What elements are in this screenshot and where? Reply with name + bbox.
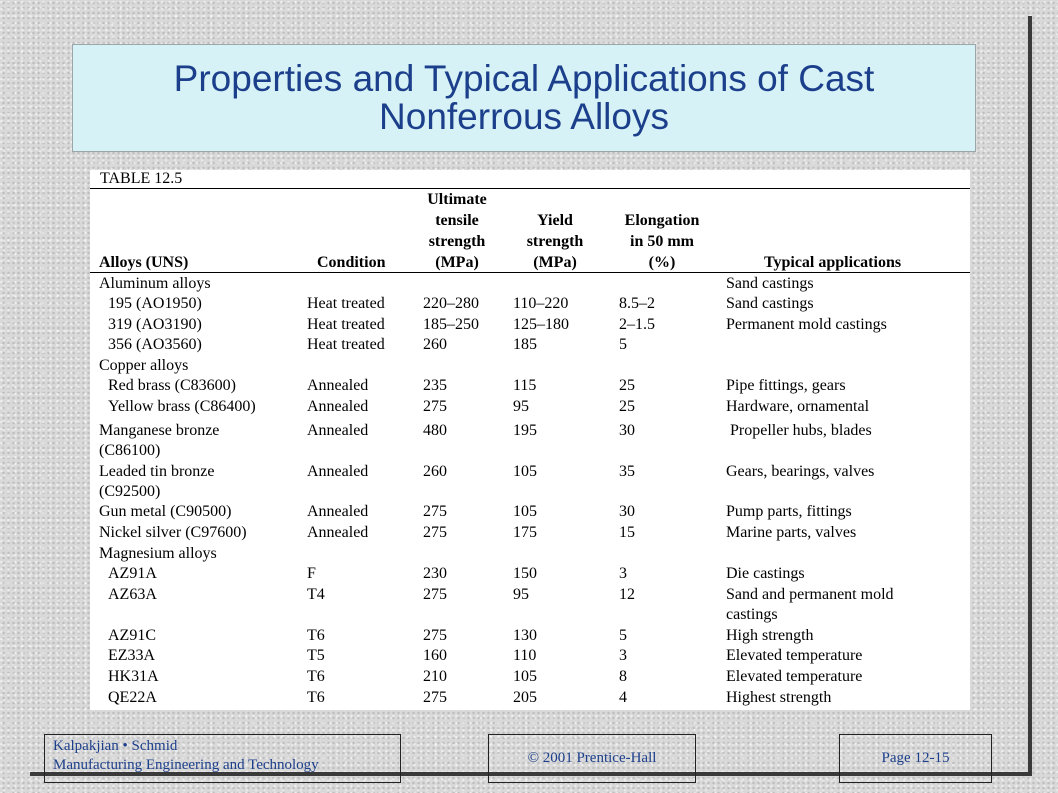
header-ys-line-2: strength — [526, 233, 584, 250]
cell-condition: T6 — [307, 689, 325, 706]
cell-application: High strength — [726, 627, 814, 644]
cell-ys: 105 — [513, 463, 537, 480]
cell-ys: 195 — [513, 422, 537, 439]
header-uts-line-2: tensile — [435, 212, 479, 229]
cell-elongation: 8 — [619, 668, 627, 685]
table-row — [90, 441, 970, 461]
cell-application: Elevated temperature — [726, 668, 863, 685]
cell-elongation: 12 — [619, 586, 635, 603]
slide-shadow-right — [1028, 16, 1032, 774]
cell-alloy: QE22A — [108, 689, 157, 706]
cell-condition: Heat treated — [307, 295, 385, 312]
table-row — [90, 523, 970, 543]
header-alloys: Alloys (UNS) — [99, 254, 189, 271]
footer-page-box — [839, 734, 992, 783]
cell-condition: Annealed — [307, 524, 369, 541]
cell-alloy: Yellow brass (C86400) — [108, 398, 256, 415]
table-row — [90, 397, 970, 417]
cell-condition: T5 — [307, 647, 325, 664]
cell-uts: 275 — [423, 689, 447, 706]
cell-uts: 160 — [423, 647, 447, 664]
cell-application: Marine parts, valves — [726, 524, 857, 541]
cell-uts: 275 — [423, 627, 447, 644]
cell-uts: 235 — [423, 377, 447, 394]
cell-ys: 105 — [513, 668, 537, 685]
cell-alloy: (C86100) — [99, 442, 161, 459]
footer-copyright-box — [488, 734, 696, 783]
cell-alloy: AZ91A — [108, 565, 157, 582]
cell-elongation: 5 — [619, 627, 627, 644]
table-row — [90, 294, 970, 314]
cell-condition: Annealed — [307, 377, 369, 394]
table-row — [90, 462, 970, 482]
cell-alloy: 195 (AO1950) — [108, 295, 202, 312]
cell-ys: 125–180 — [513, 316, 569, 333]
table-row — [90, 605, 970, 625]
header-uts-line-3: strength — [428, 233, 486, 250]
table-label: TABLE 12.5 — [100, 170, 183, 187]
cell-ys: 95 — [513, 586, 529, 603]
cell-elongation: 5 — [619, 336, 627, 353]
cell-uts: 275 — [423, 398, 447, 415]
header-elongation-line-1: Elongation — [624, 212, 700, 229]
cell-application: Sand castings — [726, 275, 814, 292]
cell-application: castings — [726, 606, 778, 623]
header-uts-line-4: (MPa) — [435, 254, 479, 271]
table-row — [90, 667, 970, 687]
cell-alloy: Copper alloys — [99, 357, 189, 374]
cell-uts: 480 — [423, 422, 447, 439]
cell-ys: 95 — [513, 398, 529, 415]
cell-elongation: 15 — [619, 524, 635, 541]
cell-condition: Annealed — [307, 422, 369, 439]
cell-application: Elevated temperature — [726, 647, 863, 664]
header-elongation — [612, 210, 712, 273]
table-row — [90, 646, 970, 666]
table-row — [90, 585, 970, 605]
cell-ys: 205 — [513, 689, 537, 706]
cell-condition: T4 — [307, 586, 325, 603]
cell-application: Permanent mold castings — [726, 316, 887, 333]
cell-application: Sand castings — [726, 295, 814, 312]
cell-alloy: EZ33A — [108, 647, 156, 664]
cell-ys: 175 — [513, 524, 537, 541]
cell-elongation: 25 — [619, 377, 635, 394]
cell-uts: 210 — [423, 668, 447, 685]
cell-application: Hardware, ornamental — [726, 398, 870, 415]
cell-alloy: Aluminum alloys — [99, 275, 211, 292]
header-elongation-line-2: in 50 mm — [630, 233, 694, 250]
cell-application: Pump parts, fittings — [726, 503, 852, 520]
cell-ys: 110 — [513, 647, 537, 664]
cell-alloy: AZ63A — [108, 586, 157, 603]
cell-uts: 260 — [423, 463, 447, 480]
table-row — [90, 482, 970, 502]
table-row — [90, 502, 970, 522]
cell-alloy: (C92500) — [99, 483, 161, 500]
cell-ys: 130 — [513, 627, 537, 644]
cell-alloy: 356 (AO3560) — [108, 336, 202, 353]
footer-book-title: Manufacturing Engineering and Technology — [53, 757, 319, 773]
cell-elongation: 35 — [619, 463, 635, 480]
cell-condition: Heat treated — [307, 336, 385, 353]
table-row — [90, 626, 970, 646]
title-box — [72, 44, 976, 152]
cell-uts: 185–250 — [423, 316, 479, 333]
cell-uts: 275 — [423, 503, 447, 520]
cell-alloy: 319 (AO3190) — [108, 316, 202, 333]
table-row — [90, 421, 970, 441]
cell-application: Propeller hubs, blades — [726, 422, 872, 439]
cell-uts: 220–280 — [423, 295, 479, 312]
cell-elongation: 30 — [619, 503, 635, 520]
cell-alloy: AZ91C — [108, 627, 156, 644]
cell-ys: 185 — [513, 336, 537, 353]
cell-condition: T6 — [307, 668, 325, 685]
footer-authors: Kalpakjian • Schmid — [53, 738, 178, 754]
header-bottom-rule — [90, 272, 970, 273]
table-row — [90, 688, 970, 708]
cell-alloy: Magnesium alloys — [99, 545, 217, 562]
header-uts — [412, 189, 502, 273]
header-uts-line-1: Ultimate — [427, 191, 487, 208]
header-condition: Condition — [317, 254, 386, 271]
header-elongation-line-3: (%) — [648, 254, 676, 271]
cell-application: Sand and permanent mold — [726, 586, 894, 603]
cell-application: Highest strength — [726, 689, 832, 706]
page-title-line-1: Properties and Typical Applications of Cast — [173, 58, 875, 99]
page-title-line-2: Nonferrous Alloys — [379, 96, 669, 137]
cell-application: Gears, bearings, valves — [726, 463, 875, 480]
cell-application: Die castings — [726, 565, 805, 582]
header-applications: Typical applications — [764, 254, 902, 271]
properties-table — [90, 170, 970, 710]
header-ys — [510, 210, 600, 273]
header-ys-line-1: Yield — [537, 212, 573, 229]
cell-uts: 275 — [423, 586, 447, 603]
cell-condition: Annealed — [307, 463, 369, 480]
cell-alloy: HK31A — [108, 668, 159, 685]
table-row — [90, 356, 970, 376]
cell-elongation: 4 — [619, 689, 627, 706]
cell-ys: 105 — [513, 503, 537, 520]
cell-condition: Heat treated — [307, 316, 385, 333]
cell-ys: 110–220 — [513, 295, 569, 312]
cell-elongation: 8.5–2 — [619, 295, 655, 312]
header-ys-line-3: (MPa) — [533, 254, 577, 271]
cell-condition: Annealed — [307, 503, 369, 520]
cell-alloy: Leaded tin bronze — [99, 463, 215, 480]
cell-ys: 115 — [513, 377, 537, 394]
table-row — [90, 544, 970, 564]
cell-alloy: Red brass (C83600) — [108, 377, 236, 394]
cell-elongation: 3 — [619, 647, 627, 664]
cell-application: Pipe fittings, gears — [726, 377, 846, 394]
table-row — [90, 335, 970, 355]
cell-uts: 230 — [423, 565, 447, 582]
cell-alloy: Nickel silver (C97600) — [99, 524, 247, 541]
table-top-rule — [90, 188, 970, 189]
table-row — [90, 376, 970, 396]
table-row — [90, 315, 970, 335]
cell-uts: 275 — [423, 524, 447, 541]
cell-condition: Annealed — [307, 398, 369, 415]
cell-elongation: 2–1.5 — [619, 316, 655, 333]
footer-page-number: Page 12-15 — [881, 750, 950, 766]
cell-ys: 150 — [513, 565, 537, 582]
cell-elongation: 3 — [619, 565, 627, 582]
table-row — [90, 564, 970, 584]
cell-condition: F — [307, 565, 316, 582]
cell-alloy: Manganese bronze — [99, 422, 220, 439]
cell-alloy: Gun metal (C90500) — [99, 503, 232, 520]
table-row — [90, 274, 970, 294]
cell-uts: 260 — [423, 336, 447, 353]
cell-elongation: 25 — [619, 398, 635, 415]
cell-elongation: 30 — [619, 422, 635, 439]
footer-authors-box — [44, 734, 401, 783]
cell-condition: T6 — [307, 627, 325, 644]
footer-copyright: © 2001 Prentice-Hall — [527, 750, 657, 766]
